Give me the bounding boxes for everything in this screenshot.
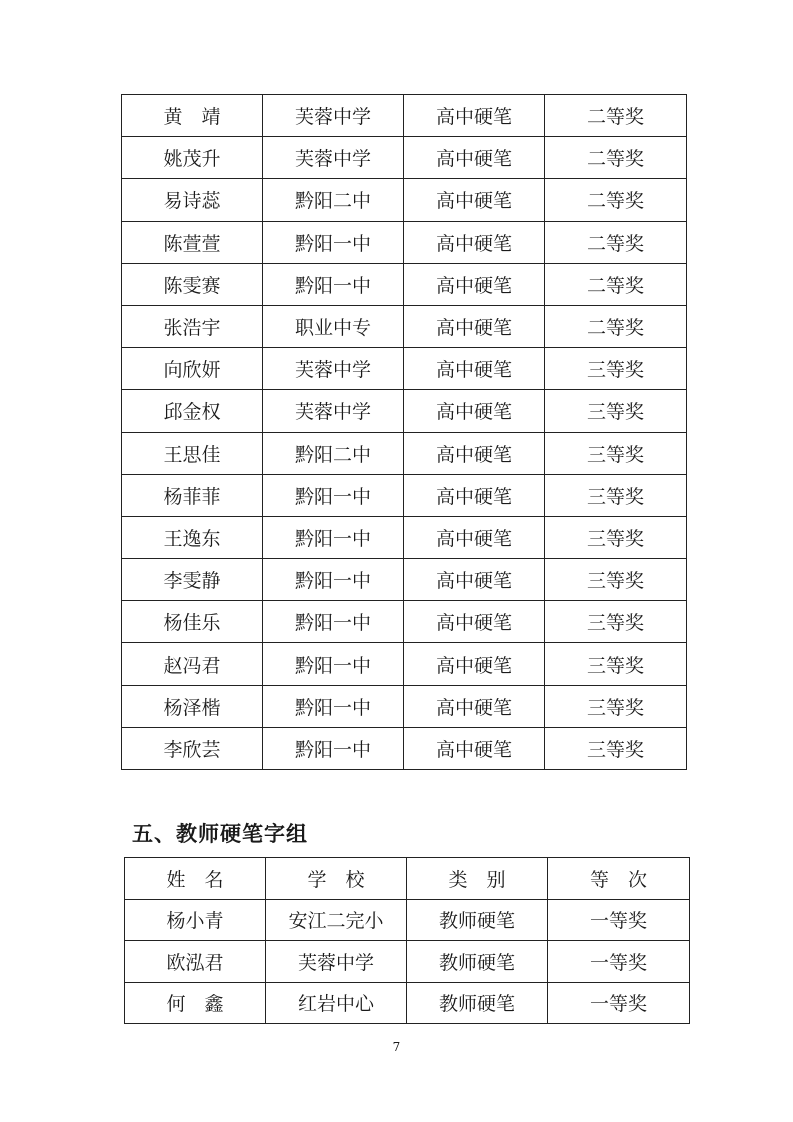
school-cell: 黔阳一中: [263, 727, 404, 769]
category-cell: 高中硬笔: [404, 95, 545, 137]
name-cell: 王思佳: [122, 432, 263, 474]
school-cell: 红岩中心: [266, 982, 407, 1024]
school-cell: 黔阳一中: [263, 559, 404, 601]
name-cell: 邱金权: [122, 390, 263, 432]
award-table-teachers: [124, 857, 690, 1024]
category-cell: 高中硬笔: [404, 474, 545, 516]
name-cell: 姚茂升: [122, 137, 263, 179]
category-cell: 高中硬笔: [404, 559, 545, 601]
name-cell: 张浩宇: [122, 305, 263, 347]
category-cell: 教师硬笔: [407, 941, 548, 983]
award-cell: 一等奖: [548, 899, 690, 941]
school-cell: 黔阳一中: [263, 601, 404, 643]
name-cell: 杨菲菲: [122, 474, 263, 516]
award-cell: 二等奖: [545, 263, 687, 305]
award-cell: 三等奖: [545, 516, 687, 558]
award-cell: 二等奖: [545, 95, 687, 137]
name-cell: 赵冯君: [122, 643, 263, 685]
table-row: [122, 305, 687, 347]
award-cell: 二等奖: [545, 137, 687, 179]
school-cell: 黔阳一中: [263, 474, 404, 516]
category-cell: 高中硬笔: [404, 643, 545, 685]
school-cell: 芙蓉中学: [266, 941, 407, 983]
award-cell: 三等奖: [545, 685, 687, 727]
award-cell: 三等奖: [545, 432, 687, 474]
table-row: [122, 263, 687, 305]
name-cell: 黄 靖: [122, 95, 263, 137]
table-row: [122, 685, 687, 727]
award-cell: 三等奖: [545, 601, 687, 643]
category-cell: 高中硬笔: [404, 685, 545, 727]
name-cell: 陈雯赛: [122, 263, 263, 305]
school-cell: 黔阳一中: [263, 263, 404, 305]
award-cell: 三等奖: [545, 390, 687, 432]
award-cell: 二等奖: [545, 179, 687, 221]
category-cell: 高中硬笔: [404, 137, 545, 179]
name-cell: 李欣芸: [122, 727, 263, 769]
category-cell: 高中硬笔: [404, 305, 545, 347]
category-cell: 高中硬笔: [404, 516, 545, 558]
name-cell: 陈萱萱: [122, 221, 263, 263]
table-row: [125, 941, 690, 983]
header-award: 等 次: [548, 858, 690, 900]
name-cell: 何 鑫: [125, 982, 266, 1024]
award-cell: 二等奖: [545, 221, 687, 263]
award-cell: 三等奖: [545, 559, 687, 601]
school-cell: 黔阳二中: [263, 432, 404, 474]
category-cell: 高中硬笔: [404, 390, 545, 432]
award-cell: 三等奖: [545, 727, 687, 769]
award-cell: 三等奖: [545, 348, 687, 390]
name-cell: 杨小青: [125, 899, 266, 941]
award-cell: 一等奖: [548, 982, 690, 1024]
category-cell: 高中硬笔: [404, 727, 545, 769]
section-heading: 五、教师硬笔字组: [132, 822, 308, 846]
table-row: [122, 179, 687, 221]
school-cell: 芙蓉中学: [263, 95, 404, 137]
category-cell: 高中硬笔: [404, 348, 545, 390]
school-cell: 芙蓉中学: [263, 137, 404, 179]
page-number: 7: [392, 1040, 401, 1054]
table-row: [122, 643, 687, 685]
name-cell: 杨佳乐: [122, 601, 263, 643]
table-row: [122, 474, 687, 516]
name-cell: 王逸东: [122, 516, 263, 558]
category-cell: 高中硬笔: [404, 601, 545, 643]
table-row: [122, 221, 687, 263]
category-cell: 高中硬笔: [404, 432, 545, 474]
name-cell: 杨泽楷: [122, 685, 263, 727]
award-cell: 一等奖: [548, 941, 690, 983]
school-cell: 黔阳一中: [263, 221, 404, 263]
table-row: [122, 348, 687, 390]
table-row: [125, 899, 690, 941]
category-cell: 高中硬笔: [404, 221, 545, 263]
school-cell: 芙蓉中学: [263, 390, 404, 432]
school-cell: 职业中专: [263, 305, 404, 347]
table-row: [122, 559, 687, 601]
school-cell: 黔阳一中: [263, 685, 404, 727]
school-cell: 安江二完小: [266, 899, 407, 941]
school-cell: 芙蓉中学: [263, 348, 404, 390]
table-header-row: [125, 858, 690, 900]
category-cell: 高中硬笔: [404, 179, 545, 221]
table-row: [122, 95, 687, 137]
table-row: [125, 982, 690, 1024]
award-cell: 二等奖: [545, 305, 687, 347]
category-cell: 教师硬笔: [407, 982, 548, 1024]
table-row: [122, 516, 687, 558]
header-category: 类 别: [407, 858, 548, 900]
category-cell: 高中硬笔: [404, 263, 545, 305]
award-table-high-school: [121, 94, 687, 770]
name-cell: 向欣妍: [122, 348, 263, 390]
name-cell: 易诗蕊: [122, 179, 263, 221]
award-cell: 三等奖: [545, 643, 687, 685]
table-row: [122, 390, 687, 432]
name-cell: 欧泓君: [125, 941, 266, 983]
school-cell: 黔阳一中: [263, 516, 404, 558]
table-row: [122, 727, 687, 769]
header-school: 学 校: [266, 858, 407, 900]
school-cell: 黔阳二中: [263, 179, 404, 221]
category-cell: 教师硬笔: [407, 899, 548, 941]
table-row: [122, 137, 687, 179]
school-cell: 黔阳一中: [263, 643, 404, 685]
award-cell: 三等奖: [545, 474, 687, 516]
table-row: [122, 432, 687, 474]
header-name: 姓 名: [125, 858, 266, 900]
name-cell: 李雯静: [122, 559, 263, 601]
table-row: [122, 601, 687, 643]
